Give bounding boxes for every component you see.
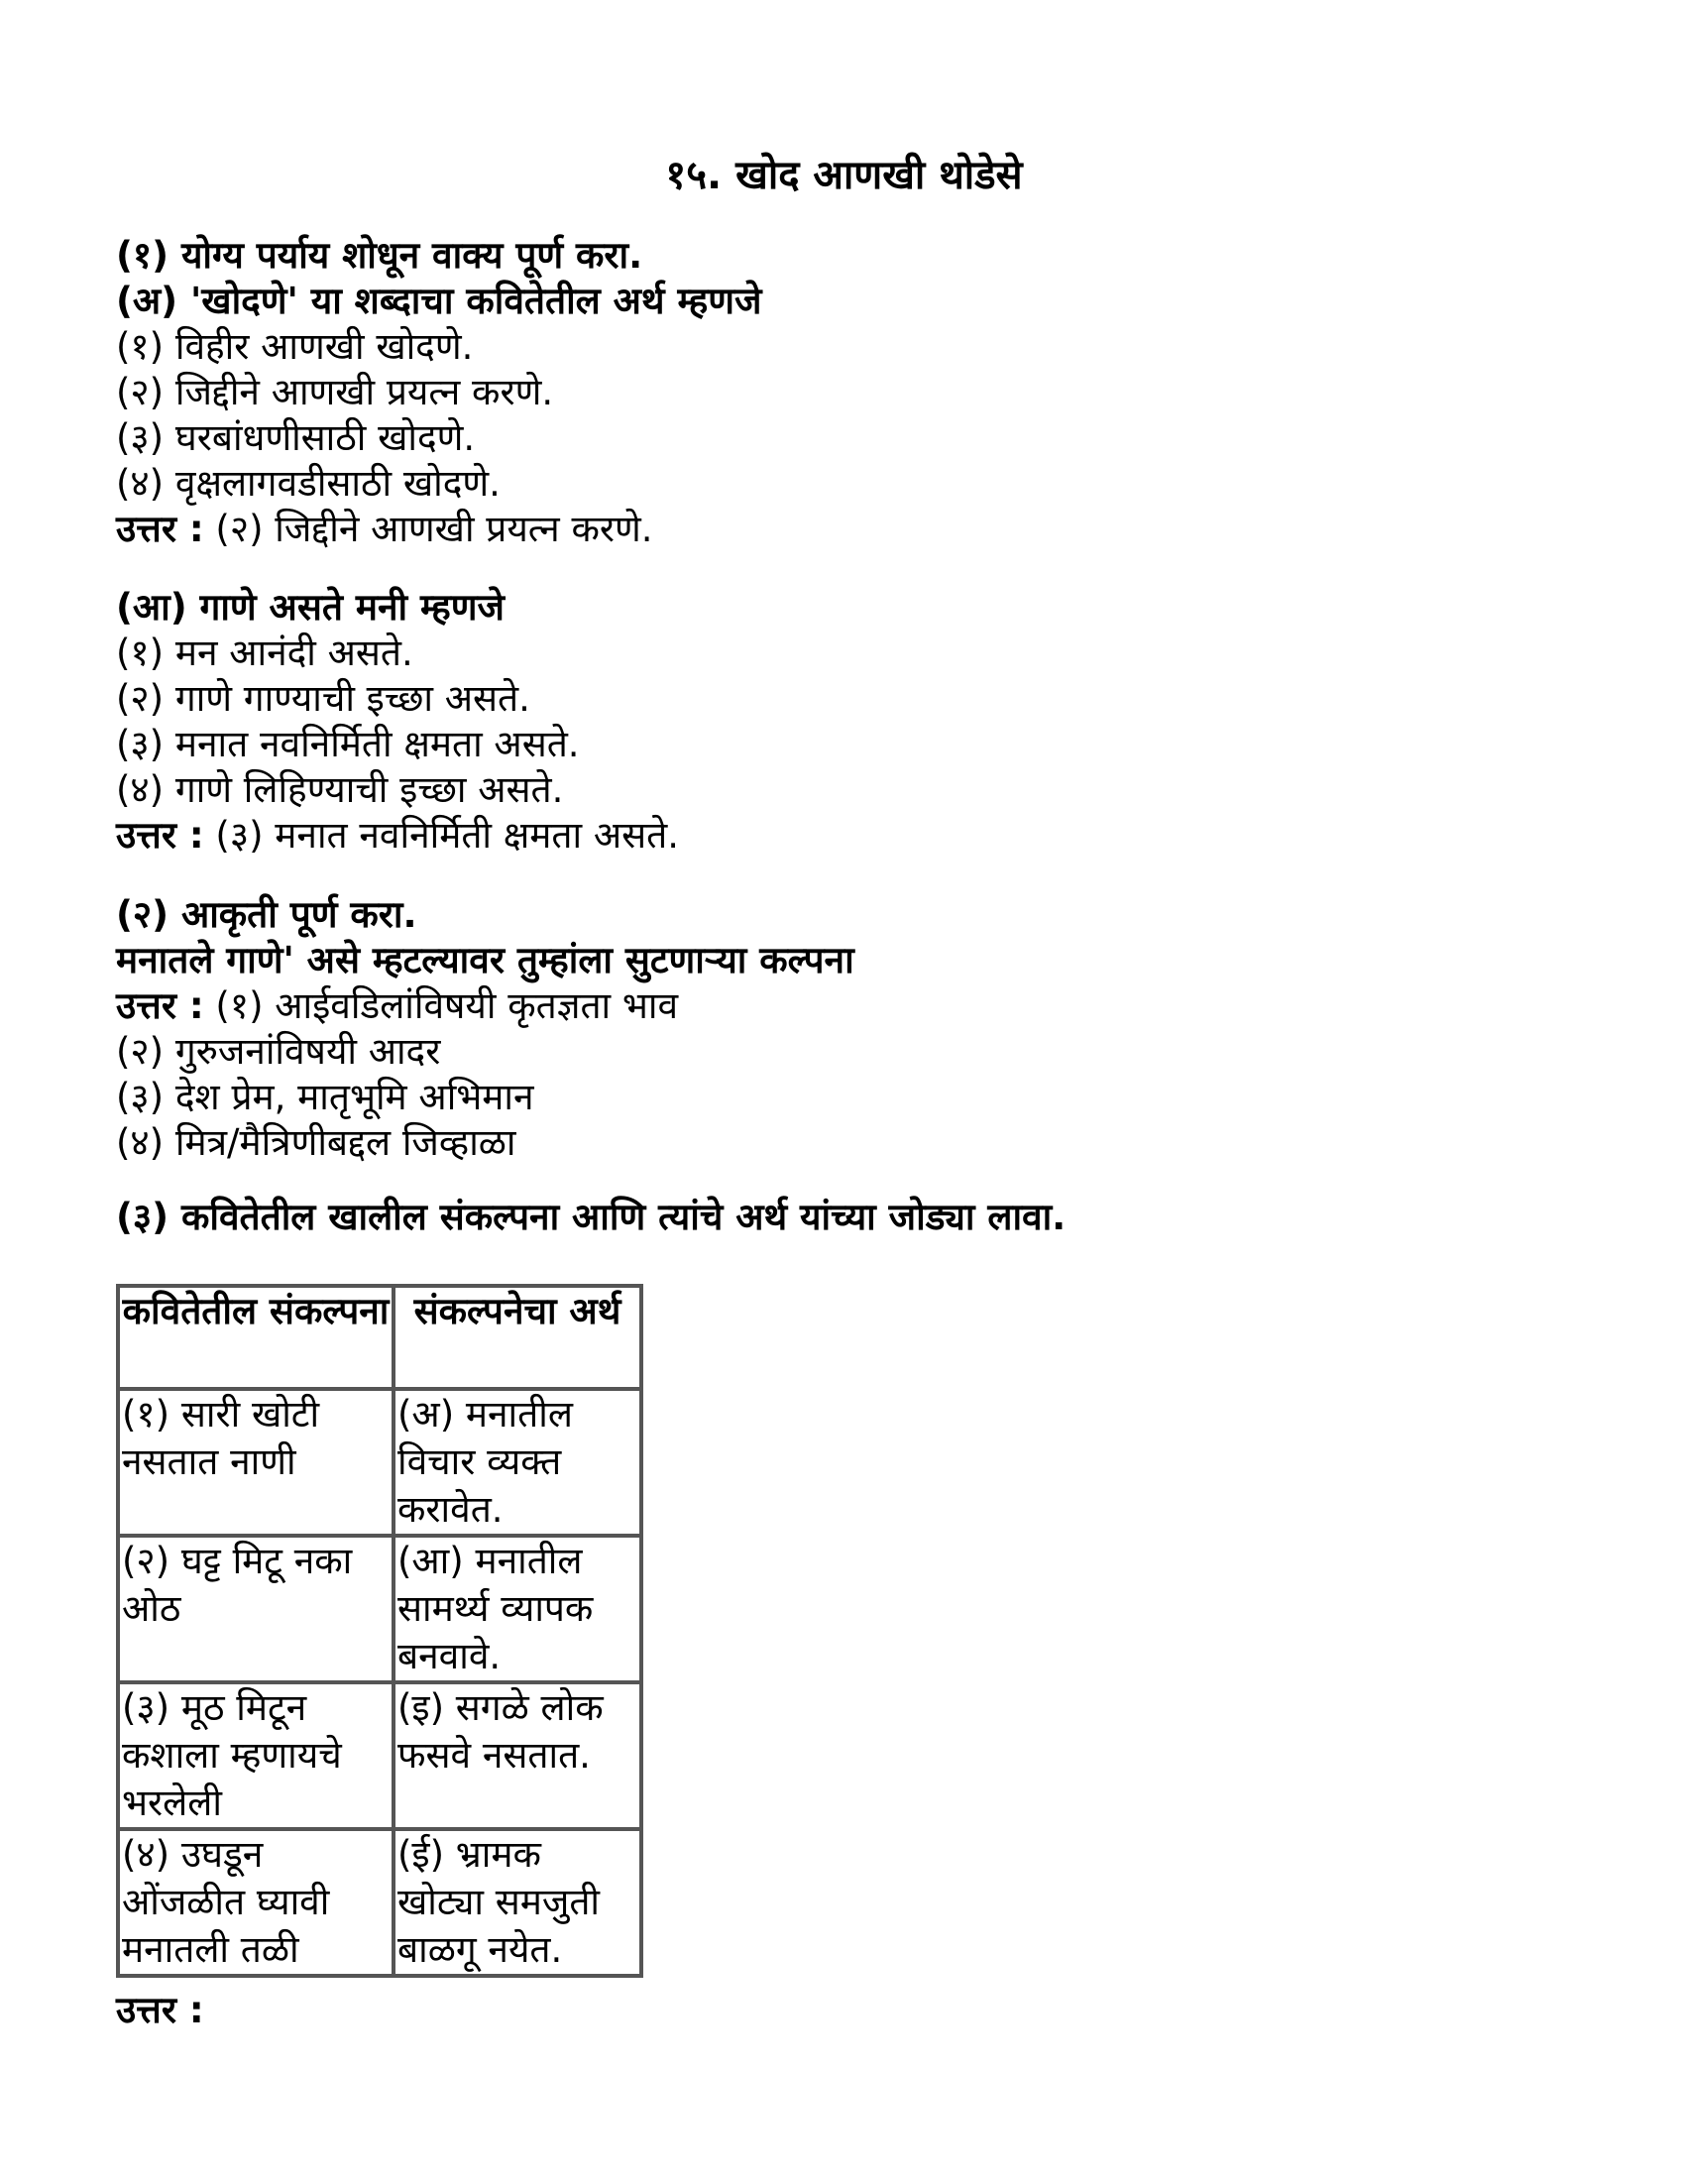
q1b-question: (आ) गाणे असते मनी म्हणजे (116, 586, 505, 629)
q1a-option-3: (३) घरबांधणीसाठी खोदणे. (116, 416, 476, 459)
answer-label: उत्तर : (116, 814, 204, 857)
table-cell: (१) सारी खोटी नसतात नाणी (118, 1389, 394, 1536)
table-row (118, 1389, 641, 1536)
q2-heading: (२) आकृती पूर्ण करा. (116, 893, 417, 936)
q1-heading: (१) योग्य पर्याय शोधून वाक्य पूर्ण करा. (116, 234, 643, 277)
table-header-concept: कवितेतील संकल्पना (118, 1286, 394, 1389)
page-title: १५. खोद आणखी थोडेसे (665, 153, 1023, 198)
q1a-option-4: (४) वृक्षलागवडीसाठी खोदणे. (116, 462, 501, 505)
table-cell: (२) घट्ट मिटू नका ओठ (118, 1536, 394, 1682)
q2-answer-2: (२) गुरुजनांविषयी आदर (116, 1030, 441, 1073)
q1a-option-2: (२) जिद्दीने आणखी प्रयत्न करणे. (116, 371, 554, 413)
q1a-question: (अ) 'खोदणे' या शब्दाचा कवितेतील अर्थ म्हणजे (116, 280, 762, 322)
q1b-option-1: (१) मन आनंदी असते. (116, 632, 413, 674)
matching-table (116, 1284, 643, 1978)
q1b-option-2: (२) गाणे गाण्याची इच्छा असते. (116, 677, 530, 720)
q2-subheading: मनातले गाणे' असे म्हटल्यावर तुम्हांला सुटणाऱ्या कल्पना (116, 939, 854, 981)
table-header-meaning: संकल्पनेचा अर्थ (394, 1286, 641, 1389)
table-cell: (३) मूठ मिटून कशाला म्हणायचे भरलेली (118, 1682, 394, 1829)
table-cell: (अ) मनातील विचार व्यक्त करावेत. (394, 1389, 641, 1536)
question-1b (116, 585, 679, 859)
q1b-option-4: (४) गाणे लिहिण्याची इच्छा असते. (116, 768, 564, 811)
q1b-option-3: (३) मनात नवनिर्मिती क्षमता असते. (116, 723, 580, 765)
q1a-answer-line (116, 507, 761, 552)
table-row (118, 1829, 641, 1976)
q2-answer-line-1 (116, 983, 854, 1029)
table-cell: (आ) मनातील सामर्थ्य व्यापक बनवावे. (394, 1536, 641, 1682)
table-row (118, 1536, 641, 1682)
answer-label: उत्तर : (116, 984, 204, 1027)
table-cell: (इ) सगळे लोक फसवे नसतात. (394, 1682, 641, 1829)
table-header-row (118, 1286, 641, 1389)
q3-heading: (३) कवितेतील खालील संकल्पना आणि त्यांचे अर्थ यांच्या जोड्या लावा. (116, 1196, 1067, 1238)
question-2 (116, 892, 854, 1166)
q1a-answer: (२) जिद्दीने आणखी प्रयत्न करणे. (215, 508, 653, 550)
q2-answer-3: (३) देश प्रेम, मातृभूमि अभिमान (116, 1076, 534, 1118)
q1b-answer: (३) मनात नवनिर्मिती क्षमता असते. (215, 814, 679, 857)
q3-answer-label: उत्तर : (116, 1989, 204, 2031)
table-cell: (ई) भ्रामक खोट्या समजुती बाळगू नयेत. (394, 1829, 641, 1976)
q2-answer-1: (१) आईवडिलांविषयी कृतज्ञता भाव (215, 984, 679, 1027)
q2-answer-4: (४) मित्र/मैत्रिणीबद्दल जिव्हाळा (116, 1121, 516, 1164)
q1b-answer-line (116, 813, 679, 859)
q1a-option-1: (१) विहीर आणखी खोदणे. (116, 325, 474, 368)
table-cell: (४) उघडून ओंजळीत घ्यावी मनातली तळी (118, 1829, 394, 1976)
table-row (118, 1682, 641, 1829)
question-1 (116, 233, 761, 552)
answer-label: उत्तर : (116, 508, 204, 550)
